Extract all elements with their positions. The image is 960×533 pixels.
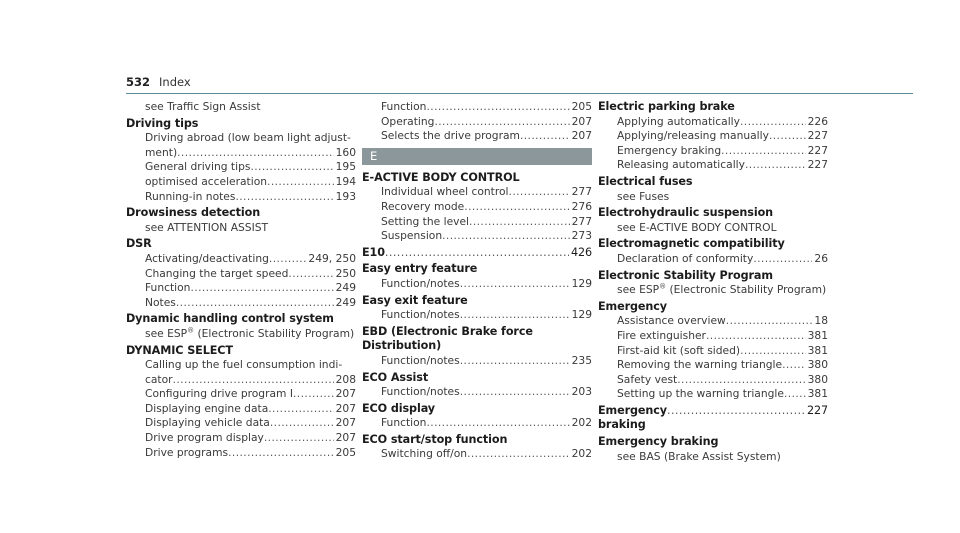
page-header [126, 72, 191, 92]
index-subentry[interactable]: see E-ACTIVE BODY CONTROL [617, 220, 777, 234]
index-entry [126, 100, 356, 115]
subentry-text: optimised acceleration [145, 174, 268, 188]
dot-leader [460, 308, 570, 323]
index-subentry [598, 329, 828, 344]
subentry-text: Function/notes [381, 276, 460, 290]
dot-leader [426, 416, 569, 431]
index-subentry [598, 387, 828, 402]
subentry-text: Applying/releasing manually [617, 129, 769, 143]
subentry-text: Releasing automatically [617, 158, 745, 172]
dot-leader [740, 344, 806, 359]
index-entry [598, 237, 828, 266]
page-ref-link[interactable]: 202 [571, 416, 592, 430]
index-heading: ECO start/stop function [362, 432, 508, 446]
subentry-text: Recovery mode [381, 199, 465, 213]
page-ref-link[interactable]: 250 [335, 266, 356, 280]
page-ref-link[interactable]: 277 [571, 214, 592, 228]
index-subentry: Calling up the fuel consumption indi- [145, 358, 343, 372]
page-ref-link[interactable]: 207 [571, 129, 592, 143]
index-heading: E-ACTIVE BODY CONTROL [362, 170, 520, 184]
index-entry [598, 404, 828, 433]
dot-leader [434, 115, 569, 130]
index-heading: Electrohydraulic suspension [598, 206, 774, 220]
page-ref-link[interactable]: 380 [807, 358, 828, 372]
page-ref-link[interactable]: 202 [571, 447, 592, 461]
index-subentry [362, 115, 592, 130]
dot-leader [460, 277, 570, 292]
index-heading [598, 404, 828, 433]
subentry-text: Notes [145, 295, 176, 309]
subentry-text: see ESP [145, 326, 188, 340]
index-subentry [598, 373, 828, 388]
index-subentry [362, 200, 592, 215]
dot-leader [269, 252, 307, 267]
subentry-text: see ESP [617, 283, 660, 297]
index-subentry [362, 416, 592, 431]
subentry-text: Function [145, 281, 191, 295]
dot-leader [264, 431, 334, 446]
dot-leader [293, 387, 334, 402]
dot-leader [235, 190, 333, 205]
index-heading: Emergency [598, 299, 667, 313]
index-subentry [598, 358, 828, 373]
page-ref-link[interactable]: 207 [571, 114, 592, 128]
subentry-text: Assistance overview [617, 314, 726, 328]
index-subentry [362, 100, 592, 115]
page-ref-link[interactable]: 203 [571, 385, 592, 399]
index-heading: Easy entry feature [362, 262, 478, 276]
index-subentry [598, 144, 828, 159]
index-subentry[interactable]: see ATTENTION ASSIST [145, 220, 269, 234]
index-entry [598, 435, 828, 464]
dot-leader [706, 329, 806, 344]
dot-leader [677, 373, 805, 388]
registered-mark: ® [659, 282, 667, 291]
subentry-text: Function [381, 416, 427, 430]
subentry-text: Setting up the warning triangle [617, 387, 784, 401]
subentry-text: Setting the level [381, 214, 470, 228]
page-ref-link[interactable]: 129 [571, 276, 592, 290]
index-heading: Easy exit feature [362, 293, 468, 307]
dot-leader [726, 314, 813, 329]
index-heading: Electric parking brake [598, 100, 735, 113]
index-subentry [362, 215, 592, 230]
page-ref-link[interactable]: 160 [335, 145, 356, 159]
dot-leader [509, 185, 570, 200]
dot-leader [250, 160, 333, 175]
subentry-text: Declaration of conformity [617, 251, 754, 265]
subentry-text: Switching off/on [381, 447, 468, 461]
registered-mark: ® [187, 326, 195, 335]
index-heading [362, 246, 592, 261]
index-subentry[interactable] [598, 283, 828, 298]
page-ref-link[interactable]: 249, 250 [308, 251, 356, 265]
dot-leader [190, 281, 333, 296]
index-heading: ECO Assist [362, 370, 429, 384]
index-entry [126, 312, 356, 341]
index-subentry [126, 446, 356, 461]
subentry-text: First-aid kit (soft sided) [617, 343, 741, 357]
index-entry [362, 294, 592, 323]
index-heading: Emergency braking [598, 435, 719, 449]
subentry-text: Safety vest [617, 372, 678, 386]
page-ref-link[interactable]: 276 [571, 199, 592, 213]
index-subentry [126, 402, 356, 417]
index-subentry [126, 252, 356, 267]
page-ref-link[interactable]: 207 [335, 401, 356, 415]
page-ref-link[interactable]: 227 [807, 143, 828, 157]
index-entry [362, 433, 592, 462]
index-subentry: Driving abroad (low beam light adjust- [145, 131, 351, 145]
index-subentry [126, 190, 356, 205]
index-entry [598, 100, 828, 173]
dot-leader [784, 387, 806, 402]
dot-leader [267, 175, 334, 190]
index-subentry [362, 385, 592, 400]
page-ref-link[interactable]: 195 [335, 160, 356, 174]
index-subentry [126, 146, 356, 161]
subentry-text: Function [381, 100, 427, 113]
subentry-text: General driving tips [145, 160, 251, 174]
dot-leader [469, 215, 570, 230]
index-column-1 [126, 100, 356, 462]
index-entry [362, 262, 592, 291]
page-ref-link[interactable]: 205 [571, 100, 592, 113]
page-ref-link[interactable]: 226 [807, 114, 828, 128]
subentry-text: Applying automatically [617, 114, 740, 128]
index-entry [362, 402, 592, 431]
subentry-text: Running-in notes [145, 189, 236, 203]
index-subentry[interactable]: see BAS (Brake Assist System) [617, 449, 781, 463]
index-heading: Drowsiness detection [126, 206, 261, 220]
index-entry [126, 206, 356, 235]
index-subentry [598, 129, 828, 144]
index-column-3 [598, 100, 828, 466]
index-heading: Dynamic handling control system [126, 312, 334, 326]
index-entry [362, 371, 592, 400]
subentry-text: Drive program display [145, 431, 264, 445]
index-subentry [126, 296, 356, 311]
page-ref-link[interactable]: 227 [807, 129, 828, 143]
dot-leader [721, 144, 805, 159]
page-ref-link[interactable]: 26 [814, 251, 828, 265]
page-ref-link[interactable]: 235 [571, 353, 592, 367]
index-entry [362, 325, 592, 369]
heading-text: E10 [362, 245, 385, 259]
page-ref-link[interactable]: 18 [814, 314, 828, 328]
page-ref-link[interactable]: 227 [806, 403, 828, 417]
index-heading: Driving tips [126, 116, 199, 130]
dot-leader [177, 146, 333, 161]
dot-leader [520, 129, 570, 144]
page-ref-link[interactable]: 193 [335, 189, 356, 203]
index-subentry [126, 373, 356, 388]
dot-leader [385, 246, 569, 261]
page-ref-link[interactable]: 207 [335, 431, 356, 445]
page-ref-link[interactable]: 426 [570, 245, 592, 259]
dot-leader [753, 252, 812, 267]
subentry-text: ment) [145, 145, 178, 159]
subentry-text: Displaying engine data [145, 401, 269, 415]
subentry-text: Individual wheel control [381, 185, 509, 199]
page-ref-link[interactable]: 207 [335, 387, 356, 401]
page-label: Index [159, 75, 191, 89]
heading-text: Emergency braking [598, 403, 667, 432]
index-subentry: see Traffic Sign Assist [145, 100, 261, 113]
index-entry [362, 246, 592, 261]
index-subentry [126, 160, 356, 175]
index-heading: DSR [126, 237, 152, 251]
page-ref-link[interactable]: 249 [335, 281, 356, 295]
index-subentry [362, 229, 592, 244]
index-entry [126, 117, 356, 205]
dot-leader [467, 447, 570, 462]
index-subentry [126, 281, 356, 296]
page-ref-link[interactable]: 381 [807, 328, 828, 342]
page-ref-link[interactable]: 207 [335, 416, 356, 430]
dot-leader [288, 267, 333, 282]
dot-leader [769, 129, 806, 144]
index-subentry [362, 277, 592, 292]
index-subentry [126, 416, 356, 431]
page-ref-link[interactable]: 205 [335, 445, 356, 459]
index-entry [598, 175, 828, 204]
page-ref-link[interactable]: 381 [807, 387, 828, 401]
index-heading: Electronic Stability Program [598, 268, 773, 282]
index-subentry [362, 354, 592, 369]
dot-leader [268, 402, 333, 417]
index-heading: ECO display [362, 401, 436, 415]
index-subentry [362, 185, 592, 200]
dot-leader [667, 404, 805, 419]
index-heading: DYNAMIC SELECT [126, 343, 233, 357]
page-number: 532 [126, 75, 151, 89]
index-subentry [598, 252, 828, 267]
page-ref-link[interactable]: 249 [335, 295, 356, 309]
header-rule [126, 93, 913, 94]
subentry-text: Selects the drive program [381, 129, 520, 143]
subentry-text: Drive programs [145, 445, 229, 459]
dot-leader [442, 229, 569, 244]
subentry-text: (Electronic Stability Program) [194, 326, 355, 340]
section-letter-bar: E [362, 148, 592, 165]
index-entry [362, 100, 592, 144]
subentry-text: Removing the warning triangle [617, 358, 783, 372]
index-entry [126, 237, 356, 310]
page-ref-link[interactable]: 194 [335, 174, 356, 188]
dot-leader [464, 200, 569, 215]
page-ref-link[interactable]: 129 [571, 308, 592, 322]
subentry-text: Activating/deactivating [145, 251, 269, 265]
index-subentry [598, 314, 828, 329]
subentry-text: Function/notes [381, 308, 460, 322]
subentry-text: cator [145, 372, 173, 386]
dot-leader [460, 354, 570, 369]
page-ref-link[interactable]: 277 [571, 185, 592, 199]
index-subentry[interactable]: see Fuses [617, 189, 670, 203]
index-entry [598, 206, 828, 235]
index-entry [598, 300, 828, 402]
subentry-text: Emergency braking [617, 143, 722, 157]
dot-leader [228, 446, 334, 461]
index-subentry [598, 158, 828, 173]
index-subentry [126, 387, 356, 402]
subentry-text: Function/notes [381, 353, 460, 367]
page-ref-link[interactable]: 208 [335, 372, 356, 386]
index-subentry [126, 175, 356, 190]
index-subentry [362, 447, 592, 462]
page-ref-link[interactable]: 381 [807, 343, 828, 357]
subentry-text: Function/notes [381, 385, 460, 399]
subentry-text: Operating [381, 114, 435, 128]
dot-leader [176, 296, 334, 311]
subentry-text: Configuring drive program I [145, 387, 293, 401]
index-entry [126, 344, 356, 461]
index-subentry [362, 129, 592, 144]
index-heading: Electromagnetic compatibility [598, 237, 785, 251]
subentry-text: Suspension [381, 229, 443, 243]
dot-leader [782, 358, 806, 373]
index-heading: EBD (Electronic Brake force Distribution) [362, 324, 533, 353]
dot-leader [426, 100, 569, 115]
dot-leader [745, 158, 806, 173]
dot-leader [740, 115, 806, 130]
index-column-2 [362, 100, 592, 464]
index-entry [362, 171, 592, 244]
page-ref-link[interactable]: 273 [571, 229, 592, 243]
page-ref-link[interactable]: 227 [807, 158, 828, 172]
index-subentry [598, 115, 828, 130]
page-ref-link[interactable]: 380 [807, 372, 828, 386]
dot-leader [270, 416, 334, 431]
dot-leader [460, 385, 570, 400]
subentry-text: (Electronic Stability Program) [666, 283, 827, 297]
subentry-text: Displaying vehicle data [145, 416, 270, 430]
index-entry [598, 269, 828, 298]
subentry-text: Changing the target speed [145, 266, 289, 280]
dot-leader [173, 373, 334, 388]
index-subentry [126, 431, 356, 446]
index-subentry [598, 344, 828, 359]
index-subentry[interactable] [126, 327, 356, 342]
index-subentry [126, 267, 356, 282]
index-subentry [362, 308, 592, 323]
index-heading: Electrical fuses [598, 174, 693, 188]
subentry-text: Fire extinguisher [617, 328, 706, 342]
